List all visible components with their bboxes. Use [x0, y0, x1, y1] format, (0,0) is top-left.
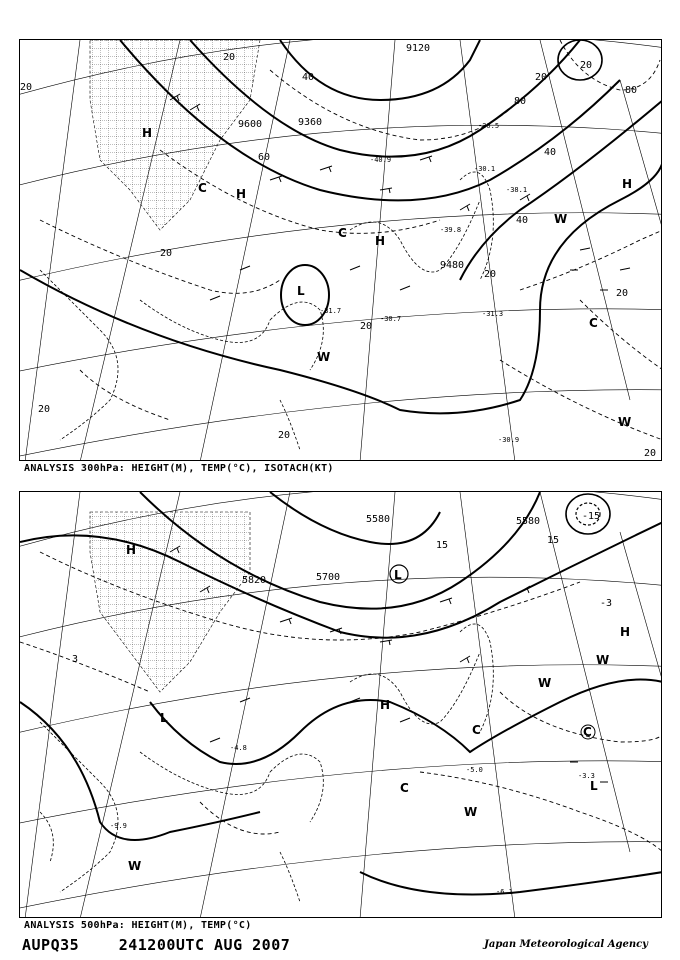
- height-label: 5820: [242, 575, 267, 586]
- low-ring: [281, 265, 329, 325]
- isotach-label: 20: [223, 52, 236, 63]
- coastlines: [40, 172, 493, 450]
- high-center: H: [622, 177, 633, 191]
- isotach-label: 20: [160, 248, 173, 259]
- high-center: H: [142, 126, 153, 140]
- cold-center: C: [400, 781, 409, 795]
- temp-obs: -31.3: [482, 310, 504, 318]
- height-labels-500: [242, 514, 540, 586]
- temp-obs: -30.7: [380, 315, 402, 323]
- high-center: H: [126, 543, 137, 557]
- cold-center: C: [589, 316, 598, 330]
- isotach-label: 80: [625, 85, 638, 96]
- isotach-label: 40: [302, 72, 315, 83]
- low-center: L: [160, 711, 168, 725]
- low-center: L: [394, 568, 402, 582]
- chart-footer: [22, 936, 290, 954]
- warm-center: W: [596, 653, 610, 667]
- cold-center: C: [338, 226, 347, 240]
- coastlines: [40, 624, 493, 902]
- cold-center: C: [583, 725, 592, 739]
- temp-obs: -3.3: [578, 772, 595, 780]
- edge-label: 20: [38, 404, 51, 415]
- temp-label: 15: [547, 535, 560, 546]
- edge-label: 20: [644, 448, 657, 459]
- height-label: 9120: [406, 43, 431, 54]
- height-label: 9360: [298, 117, 323, 128]
- temp-obs: -9.9: [110, 822, 127, 830]
- agency-credit: Japan Meteorological Agency: [484, 939, 648, 950]
- temp-obs: -40.9: [370, 156, 392, 164]
- map-300hpa: [19, 39, 662, 461]
- temperature-obs-300: [320, 122, 527, 444]
- isotach-label: 20: [616, 288, 629, 299]
- temp-obs: -39.8: [440, 226, 462, 234]
- warm-center: W: [554, 212, 568, 226]
- isotach-label: 80: [514, 96, 527, 107]
- map-300hpa-canvas: [20, 40, 662, 461]
- height-label: 9480: [440, 260, 465, 271]
- chart-id: AUPQ35: [22, 936, 80, 954]
- isotach-label: 20: [535, 72, 548, 83]
- isotach-label: 60: [258, 152, 271, 163]
- warm-center: W: [128, 859, 142, 873]
- high-center: H: [375, 234, 386, 248]
- low-center: L: [297, 284, 305, 298]
- height-label: 5580: [366, 514, 391, 525]
- temp-label: -3: [600, 598, 613, 609]
- isotach-label: 40: [544, 147, 557, 158]
- temp-obs: -5.0: [466, 766, 483, 774]
- warm-center: W: [464, 805, 478, 819]
- temp-obs: -30.9: [498, 436, 520, 444]
- edge-label: 20: [20, 82, 33, 93]
- cold-center: C: [472, 723, 481, 737]
- pressure-centers-300: [142, 126, 632, 429]
- isotach-label: 40: [516, 215, 529, 226]
- temp-label: -15: [582, 511, 601, 522]
- isotach-label: 20: [580, 60, 593, 71]
- cold-center: C: [198, 181, 207, 195]
- top-chart-caption: ANALYSIS 300hPa: HEIGHT(M), TEMP(°C), ISOTACH(KT): [24, 463, 334, 474]
- height-label: 5580: [516, 516, 541, 527]
- temp-label: 3: [72, 654, 79, 665]
- height-label: 5700: [316, 572, 341, 583]
- temp-obs: -30.5: [478, 122, 500, 130]
- high-center: H: [620, 625, 631, 639]
- warm-center: W: [618, 415, 632, 429]
- high-center: H: [380, 698, 391, 712]
- isotach-label: 20: [484, 269, 497, 280]
- isotach-label: 20: [278, 430, 291, 441]
- temp-obs: -31.7: [320, 307, 342, 315]
- warm-center: W: [538, 676, 552, 690]
- high-terrain-hatch: [90, 40, 263, 230]
- temp-obs: -30.1: [474, 165, 496, 173]
- warm-center: W: [317, 350, 331, 364]
- valid-time: 241200UTC AUG 2007: [118, 936, 291, 954]
- height-label: 9600: [238, 119, 263, 130]
- low-center: L: [590, 779, 598, 793]
- isotach-label: 20: [360, 321, 373, 332]
- temperature-obs-500: [110, 744, 595, 896]
- map-500hpa: [19, 491, 662, 918]
- temp-obs: -4.8: [230, 744, 247, 752]
- map-500hpa-canvas: [20, 492, 662, 918]
- temp-obs: -6.1: [496, 888, 513, 896]
- temp-obs: -38.1: [506, 186, 528, 194]
- high-center: H: [236, 187, 247, 201]
- bottom-chart-caption: ANALYSIS 500hPa: HEIGHT(M), TEMP(°C): [24, 920, 252, 931]
- temp-label: 15: [436, 540, 449, 551]
